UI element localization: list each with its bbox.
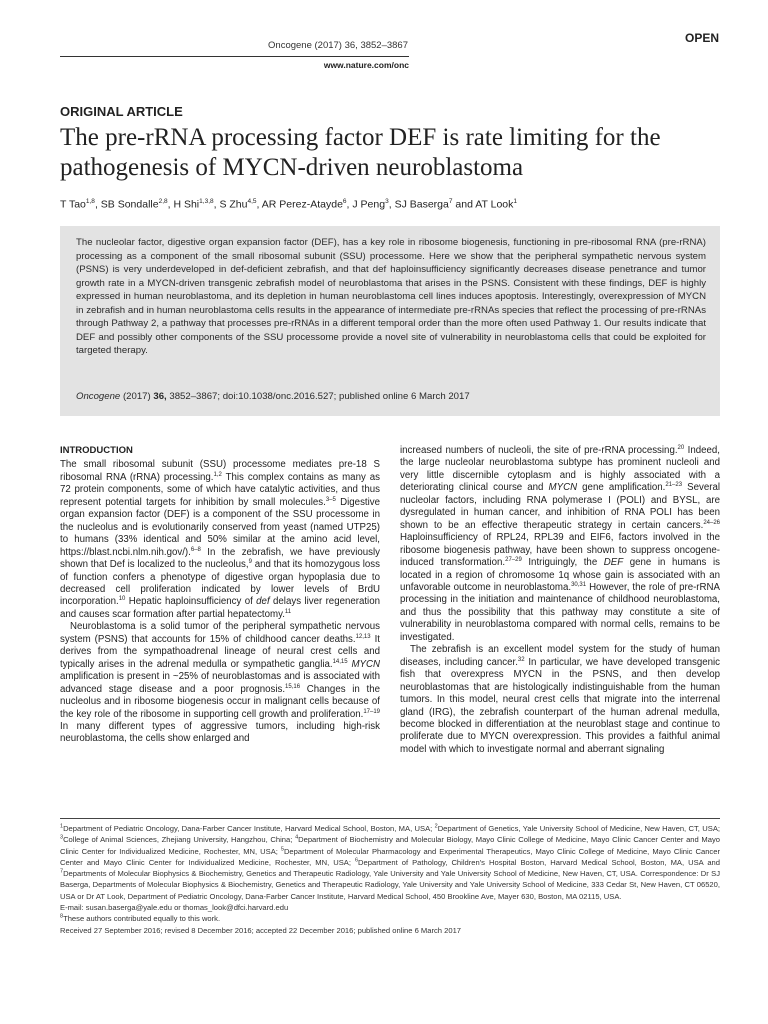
citation-journal: Oncogene	[76, 391, 121, 402]
body-paragraph: The zebrafish is an excellent model system for the study of human diseases, including cancer.$^{32}$ In particular, we have developed transgenic fish that overexpress MYCN in the PSNS, and then develop neuroblastomas that are histologically indistinguishable from the human tumors. In this model, neural crest cells that migrate into the interrenal gland (IRG), the zebrafish counterpart of the human adrenal medulla, become blocked in differentiation at the neuroblast stage and continue to proliferate due to MYCN overexpression. This provides a faithful animal model with which to investigate normal and aberrant signaling	[400, 644, 720, 755]
author: H Shi	[173, 198, 200, 211]
journal-citation: Oncogene (2017) 36, 3852–3867	[268, 40, 408, 51]
author-affiliation: 1,8	[85, 198, 95, 205]
author-affiliation: 7	[448, 198, 453, 205]
author-affiliation: 2,8	[158, 198, 168, 205]
article-citation	[76, 391, 706, 402]
header-divider	[60, 56, 409, 57]
author: SB Sondalle	[100, 198, 159, 211]
footnotes	[60, 823, 720, 936]
author: SJ Baserga	[394, 198, 449, 211]
body-paragraph: increased numbers of nucleoli, the site of pre-rRNA processing.$^{20}$ Indeed, the large nucleolar neuroblastoma subtype has prominent nucleoli and very little discernible cytoplasm and is highly associated with a deteriorating clinical course and MYCN gene amplification.$^{21-23}$ Several nucleolar factors, including RNA polymerase I (POLI) and BYSL, are dysregulated in human cancer, and inhibition of RNA POLI has been shown to be an effective therapeutic strategy in certain cancers.$^{24-26}$ Haploinsufficiency of RPL24, RPL39 and EIF6, factors involved in the ribosome biogenesis pathway, have been shown to suppress oncogene-induced transformation.$^{27-29}$ Intriguingly, the DEF gene in humans is located in a region of chromosome 1q whose gain is associated with an unfavorable outcome in neuroblastoma.$^{30,31}$ However, the role of pre-rRNA processing in the initiation and maintenance of childhood neuroblastoma, and thus the possibility that this pathway may constitute a site of vulnerability in neuroblastoma compared with normal cells, remains to be investigated.	[400, 444, 720, 643]
author: J Peng	[352, 198, 386, 211]
body-paragraph: Neuroblastoma is a solid tumor of the peripheral sympathetic nervous system (PSNS) that accounts for 15% of childhood cancer deaths.$^{12,13}$ It derives from the sympathoadrenal lineage of neural crest cells and typically arises in the adrenal medulla or sympathetic ganglia.$^{14,15}$ MYCN amplification is present in ~25% of neuroblastomas and is associated with advanced stage disease and a poor prognosis.$^{15,16}$ Changes in the nucleolus and in ribosome biogenesis occur in malignant cells because of the key role of the ribosome in supporting cell growth and proliferation.$^{17-19}$ In many different types of aggressive tumors, including high-risk neuroblastoma, the cells show enlarged and	[60, 621, 380, 745]
section-heading-introduction: INTRODUCTION	[60, 445, 133, 456]
abstract-text: The nucleolar factor, digestive organ expansion factor (DEF), has a key role in ribosome biogenesis, functioning in pre-ribosomal RNA (pre-rRNA) processing as a component of the small ribosomal subunit (SSU) processome. Here we show that the peripheral sympathetic nervous system (PSNS) is very underdeveloped in def-deficient zebrafish, and that def haploinsufficiency significantly decreases disease penetrance and tumor growth rate in a MYCN-driven transgenic zebrafish model of neuroblastoma that arises in the PSNS. Consistent with these findings, DEF is highly expressed in human neuroblastoma, and its depletion in human neuroblastoma cell lines induces apoptosis. Interestingly, overexpression of MYCN in zebrafish and in human neuroblastoma cells results in the appearance of intermediate pre-rRNAs species that reflect the processing of pre-rRNAs through Pathway 2, a pathway that processes pre-rRNAs in a different temporal order than the more often used Pathway 1. Our results indicate that DEF and possibly other components of the SSU processome provide a novel site of vulnerability in neuroblastoma cells that could be exploited for targeted therapy.	[76, 237, 706, 356]
footer-divider	[60, 818, 720, 819]
author: AT Look	[475, 198, 514, 211]
received-dates: Received 27 September 2016; revised 8 December 2016; accepted 22 December 2016; published online 6 March 2017	[60, 925, 462, 935]
citation-volume: 36,	[153, 391, 167, 402]
author-affiliation: 1	[513, 198, 518, 205]
affiliations-text: $^1$Department of Pediatric Oncology, Dana-Farber Cancer Institute, Harvard Medical School, Boston, MA, USA; $^2$Department of Genetics, Yale University School of Medicine, New Haven, CT, USA; $^3$College of Animal Sciences, Zhejiang University, Hangzhou, China; $^4$Department of Biochemistry and Molecular Biology, Mayo Clinic College of Medicine, Mayo Clinic Cancer Center and Mayo Clinic Center for Individualized Medicine, Rochester, MN, USA; $^5$Department of Molecular Pharmacology and Experimental Therapeutics, Mayo Clinic College of Medicine, Mayo Clinic Cancer Center and Mayo Clinic Center for Individualized Medicine, Rochester, MN, USA; $^6$Department of Pathology, Children's Hospital Boston, Harvard Medical School, Boston, MA, USA and $^7$Departments of Molecular Biophysics & Biochemistry, Genetics and Therapeutic Radiology, Yale University and Yale University School of Medicine, New Haven, CT, USA. Correspondence: Dr SJ Baserga, Departments of Molecular Biophysics & Biochemistry, Genetics and Therapeutic Radiology, Yale University and Yale University School of Medicine, 333 Cedar St, New Haven, CT 06520, USA or Dr AT Look, Department of Pediatric Oncology, Dana-Farber Cancer Institute, Harvard Medical School, 450 Brookline Ave, Mayer 630, Boston, MA 02115, USA.	[60, 823, 720, 901]
author-affiliation: 3	[385, 198, 389, 205]
author: AR Perez-Atayde	[261, 198, 343, 211]
correspondence-email: E-mail: susan.baserga@yale.edu or thomas_look@dfci.harvard.edu	[60, 903, 289, 913]
author-affiliation: 4,5	[247, 198, 257, 205]
open-access-badge: OPEN	[684, 31, 719, 45]
citation-year: (2017)	[120, 391, 154, 402]
article-title: The pre-rRNA processing factor DEF is rate limiting for the pathogenesis of MYCN-driven neuroblastoma	[60, 124, 661, 181]
journal-url-link[interactable]: www.nature.com/onc	[323, 60, 409, 70]
equal-contribution-note: $^8$These authors contributed equally to this work.	[60, 913, 221, 924]
author-affiliation: 1,3,8	[199, 198, 214, 205]
article-type: ORIGINAL ARTICLE	[60, 104, 183, 119]
author-list: T Tao$^{1,8}$, SB Sondalle$^{2,8}$, H Shi$^{1,3,8}$, S Zhu$^{4,5}$, AR Perez-Atayde$^6$, J Peng$^3$, SJ Baserga$^7$ and AT Look$^1$	[60, 198, 518, 211]
body-paragraph: The small ribosomal subunit (SSU) processome mediates pre-18 S ribosomal RNA (rRNA) processing.$^{1,2}$ This complex contains as many as 72 protein components, some of which have catalytic activities, and thus represent potential targets for inhibition by small molecules.$^{3-5}$ Digestive organ expansion factor (DEF) is a component of the SSU processome in the nucleolus and is evolutionarily conserved from yeast (named UTP25) to humans (33% identical and 50% similar at the amino acid level, https://blast.ncbi.nlm.nih.gov/).$^{6-8}$ In the zebrafish, we have previously shown that Def is localized to the nucleolus,$^9$ and that its homozygous loss of function confers a phenotype of digestive organ hypoplasia due to decreased cell proliferation indicated by lower levels of BrdU incorporation.$^{10}$ Hepatic haploinsufficiency of def delays liver regeneration and causes scar formation after partial hepatectomy.$^{11}$	[60, 459, 380, 620]
author: T Tao	[60, 198, 86, 211]
author: S Zhu	[219, 198, 248, 211]
author-affiliation: 6	[342, 198, 347, 205]
body-column-left	[60, 445, 380, 746]
body-column-right	[400, 445, 720, 756]
citation-details: 3852–3867; doi:10.1038/onc.2016.527; published online 6 March 2017	[166, 391, 470, 402]
